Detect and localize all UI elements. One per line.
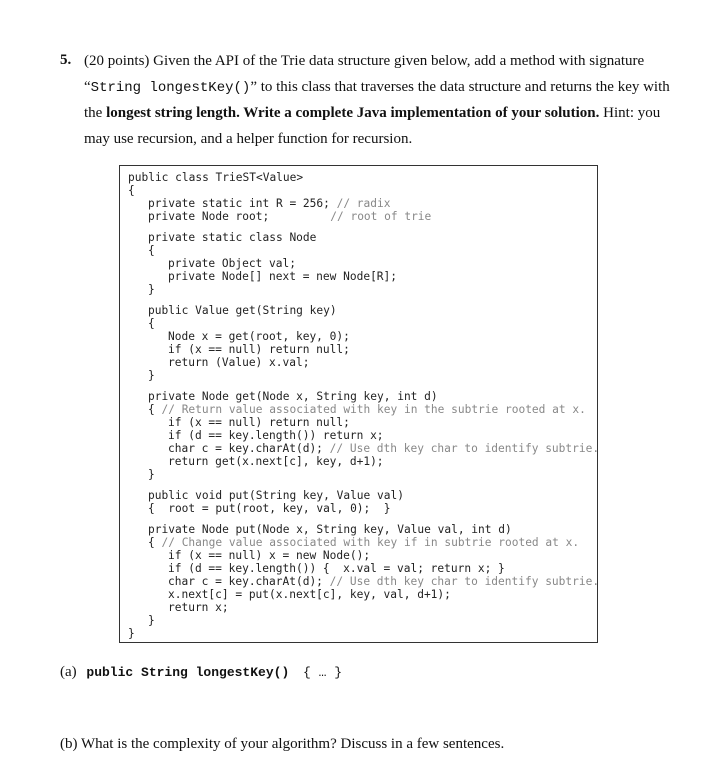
code-line [168,575,599,588]
code-line [168,257,296,270]
code-line [168,442,599,455]
code-text: if (d == key.length()) { x.val = val; return x; } [168,562,505,575]
question-line-4: may use recursion, and a helper function for recursion. [84,131,413,147]
question-line-3-bold: longest string length. Write a complete Java implementation of your solution. [106,105,600,121]
code-text: if (x == null) return null; [168,343,350,356]
code-line [148,614,155,627]
code-text: private Node put(Node x, String key, Value val, int d) [148,523,512,536]
code-comment: // Return value associated with key in the subtrie rooted at x. [161,403,586,416]
code-line [168,343,350,356]
code-line [168,562,505,575]
code-line [148,489,404,502]
code-text: char c = key.charAt(d); [168,575,330,588]
code-text: return x; [168,601,229,614]
code-text: private static int R = 256; [148,197,337,210]
question-line-3-pre: the [84,105,107,121]
question-line-3-post: Hint: you [599,105,661,121]
code-text: return get(x.next[c], key, d+1); [168,455,384,468]
code-text: } [128,627,135,640]
code-comment: // Change value associated with key if in subtrie rooted at x. [161,536,580,549]
code-text: return (Value) x.val; [168,356,310,369]
code-line [168,330,350,343]
code-line [148,231,316,244]
code-text: if (d == key.length()) return x; [168,429,384,442]
code-text: if (x == null) x = new Node(); [168,549,371,562]
code-line [148,317,155,330]
part-a-signature: public String longestKey() [86,665,290,680]
part-b: (b) What is the complexity of your algorithm? Discuss in a few sentences. [60,736,505,752]
code-text: private Node[] next = new Node[R]; [168,270,398,283]
question-line-3 [84,104,660,122]
code-comment: // radix [336,197,391,210]
code-line [128,627,135,640]
code-line [148,304,337,317]
question-line-2-rest: ” to this class that traverses the data structure and returns the key with [250,79,670,95]
part-a [60,664,342,681]
code-text: { [148,536,162,549]
code-text: private static class Node [148,231,317,244]
code-text: } [148,614,155,627]
code-line [168,588,451,601]
code-line [148,210,431,223]
code-text: private Node root; [148,210,270,223]
code-line [148,244,155,257]
part-a-body: { … } [303,665,343,680]
signature-code: String longestKey() [90,80,251,96]
code-comment: // Use dth key char to identify subtrie. [329,575,600,588]
part-a-label: (a) [60,664,77,680]
code-line [148,536,579,549]
code-line [148,502,390,515]
code-line [168,429,384,442]
question-line-2 [84,78,670,97]
code-line [148,403,586,416]
code-text: private Object val; [168,257,296,270]
code-line [168,356,309,369]
code-text: } [148,369,155,382]
code-text: public Value get(String key) [148,304,337,317]
code-line [148,390,438,403]
code-line [128,171,303,184]
code-text: x.next[c] = put(x.next[c], key, val, d+1); [168,588,451,601]
question-line-1: (20 points) Given the API of the Trie data structure given below, add a method with signature [84,53,645,69]
code-text: { root = put(root, key, val, 0); } [148,502,391,515]
code-text: public class TrieST<Value> [128,171,304,184]
code-comment: // root of trie [330,210,432,223]
code-line [148,369,155,382]
code-text: { [148,317,155,330]
code-line [168,549,370,562]
code-line [168,455,384,468]
code-line [128,184,135,197]
code-line [168,601,229,614]
code-text: } [148,283,155,296]
code-text: Node x = get(root, key, 0); [168,330,350,343]
open-quote: “ [84,79,91,95]
code-text: } [148,468,155,481]
code-line [168,416,350,429]
code-line [148,468,155,481]
code-line [148,283,155,296]
code-comment: // Use dth key char to identify subtrie. [329,442,600,455]
code-text: { [148,403,162,416]
code-text: { [148,244,155,257]
code-text: private Node get(Node x, String key, int d) [148,390,438,403]
code-text: char c = key.charAt(d); [168,442,330,455]
code-text: if (x == null) return null; [168,416,350,429]
question-number: 5. [60,52,72,68]
code-line [148,197,390,210]
code-line [148,523,512,536]
code-text: public void put(String key, Value val) [148,489,404,502]
code-line [168,270,397,283]
code-text: { [128,184,135,197]
code-box [119,165,598,643]
